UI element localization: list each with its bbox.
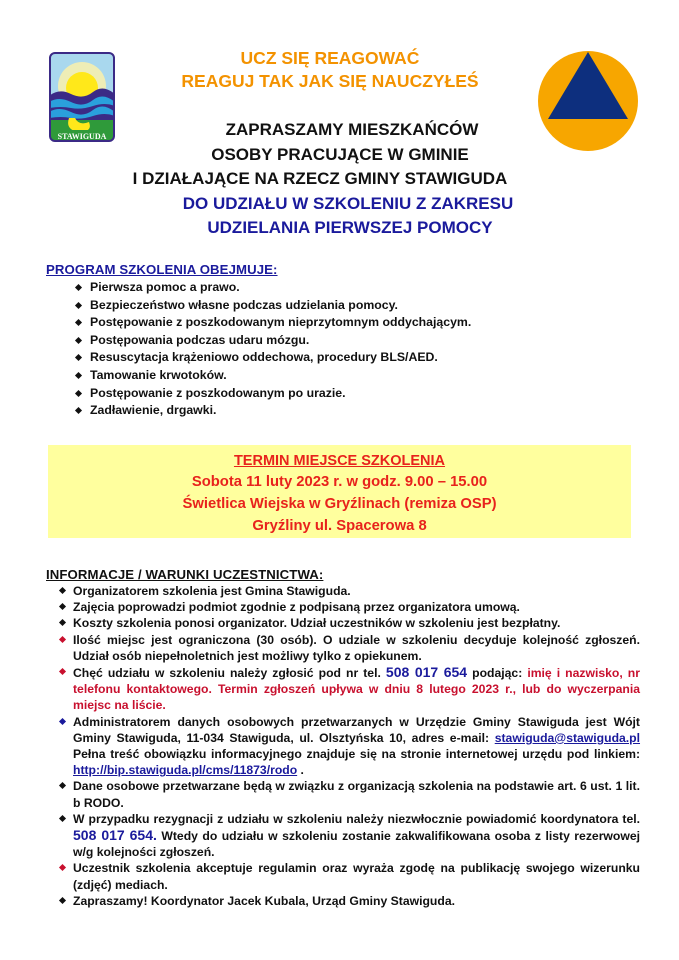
program-list <box>46 279 646 420</box>
bullet-diamond-icon <box>75 390 82 397</box>
bullet-diamond-icon <box>59 587 66 594</box>
bullet-diamond-icon <box>75 354 82 361</box>
rodo-link[interactable]: http://bip.stawiguda.pl/cms/11873/rodo <box>73 763 298 778</box>
invitation-line-1: ZAPRASZAMY MIESZKAŃCÓW <box>225 120 479 139</box>
term-title: TERMIN MIEJSCE SZKOLENIA <box>233 453 446 469</box>
program-item: Tamowanie krwotoków. <box>75 367 646 385</box>
info-item-costs: Koszty szkolenia ponosi organizator. Udział uczestników w szkoleniu jest bezpłatny. <box>59 615 640 631</box>
bullet-diamond-icon <box>59 897 66 904</box>
info-item-data-basis: Dane osobowe przetwarzane będą w związku z organizacją szkolenia na podstawie art. 6 ust. 1 lit. b RODO. <box>59 778 640 810</box>
registration-phone[interactable]: 508 017 654 <box>385 664 468 681</box>
term-address: Gryźliny ul. Spacerowa 8 <box>252 518 427 534</box>
info-item-provider: Zajęcia poprowadzi podmiot zgodnie z podpisaną przez organizatora umową. <box>59 599 640 615</box>
program-item: Postępowanie z poszkodowanym nieprzytomnym oddychającym. <box>75 314 646 332</box>
program-item: Postępowania podczas udaru mózgu. <box>75 332 646 350</box>
email-link[interactable]: stawiguda@stawiguda.pl <box>494 730 641 745</box>
program-item: Postępowanie z poszkodowanym po urazie. <box>75 385 646 403</box>
bullet-diamond-icon <box>59 619 66 626</box>
info-title: INFORMACJE / WARUNKI UCZESTNICTWA: <box>46 567 324 582</box>
bullet-diamond-icon <box>59 603 66 610</box>
bullet-diamond-icon <box>75 319 82 326</box>
info-item-gdpr-admin: Administratorem danych osobowych przetwarzanych w Urzędzie Gminy Stawiguda jest Wójt Gminy Stawiguda, 11-034 Stawiguda, ul. Olsztyńska 10, adres e-mail: stawiguda@stawiguda.pl Pełna treść obowiązku informacyjnego znajduje się na stronie internetowej urzędu pod linkiem: http://bip.stawiguda.pl/cms/11873/rodo . <box>59 714 640 779</box>
program-title: PROGRAM SZKOLENIA OBEJMUJE: <box>46 262 278 277</box>
program-item: Pierwsza pomoc a prawo. <box>75 279 646 297</box>
info-item-capacity: Ilość miejsc jest ograniczona (30 osób). O udziale w szkoleniu decyduje kolejność zgłoszeń. Udział osób niepełnoletnich jest możliwy tylko z opiekunem. <box>59 632 640 664</box>
stawiguda-coat-of-arms-icon <box>49 52 115 142</box>
program-item: Zadławienie, drgawki. <box>75 402 646 420</box>
logo-label: STAWIGUDA <box>57 132 107 141</box>
invitation-line-2: OSOBY PRACUJĄCE W GMINIE <box>211 144 469 164</box>
bullet-diamond-icon <box>75 284 82 291</box>
bullet-diamond-icon <box>59 636 66 643</box>
invitation-line-3: I DZIAŁAJĄCE NA RZECZ GMINY STAWIGUDA <box>132 169 508 188</box>
program-section <box>46 262 646 420</box>
invitation-line-4: DO UDZIAŁU W SZKOLENIU Z ZAKRESU <box>182 193 514 213</box>
term-date: Sobota 11 luty 2023 r. w godz. 9.00 – 15.00 <box>191 474 488 490</box>
motto-line-2: REAGUJ TAK JAK SIĘ NAUCZYŁEŚ <box>181 71 479 91</box>
stawiguda-logo <box>49 52 115 142</box>
invitation-line-5: UDZIELANIA PIERWSZEJ POMOCY <box>207 218 493 237</box>
program-item: Bezpieczeństwo własne podczas udzielania pomocy. <box>75 297 646 315</box>
bullet-diamond-icon <box>75 407 82 414</box>
coordinator-phone[interactable]: 508 017 654. <box>73 827 157 844</box>
info-item-registration: Chęć udziału w szkoleniu należy zgłosić pod nr tel. 508 017 654 podając: imię i nazwisko, nr telefonu kontaktowego. Termin zgłoszeń upływa w dniu 8 lutego 2023 r., lub do wyczerpania miejsc na liście. <box>59 664 640 714</box>
info-item-coordinator: Zapraszamy! Koordynator Jacek Kubala, Urząd Gminy Stawiguda. <box>59 893 640 909</box>
bullet-diamond-icon <box>59 668 66 675</box>
bullet-diamond-icon <box>59 864 66 871</box>
program-item: Resuscytacja krążeniowo oddechowa, procedury BLS/AED. <box>75 349 646 367</box>
term-place: Świetlica Wiejska w Gryźlinach (remiza OSP) <box>182 496 497 512</box>
invitation-heading <box>120 118 580 241</box>
motto-line-1: UCZ SIĘ REAGOWAĆ <box>240 48 420 68</box>
term-place-box <box>48 445 631 538</box>
bullet-diamond-icon <box>75 372 82 379</box>
info-item-organizer: Organizatorem szkolenia jest Gmina Stawiguda. <box>59 583 640 599</box>
bullet-diamond-icon <box>59 782 66 789</box>
bullet-diamond-icon <box>59 815 66 822</box>
info-section <box>46 567 640 909</box>
motto <box>140 47 520 93</box>
bullet-diamond-icon <box>75 302 82 309</box>
bullet-diamond-icon <box>75 337 82 344</box>
info-item-resignation: W przypadku rezygnacji z udziału w szkoleniu należy niezwłocznie powiadomić koordynatora tel. 508 017 654. Wtedy do udziału w szkoleniu zostanie zakwalifikowana osoba z listy rezerwowej w/g kolejności zgłoszeń. <box>59 811 640 861</box>
info-list <box>46 583 640 909</box>
info-item-image-consent: Uczestnik szkolenia akceptuje regulamin oraz wyraża zgodę na publikację swojego wizerunku (zdjęć) mediach. <box>59 860 640 892</box>
bullet-diamond-icon <box>59 718 66 725</box>
